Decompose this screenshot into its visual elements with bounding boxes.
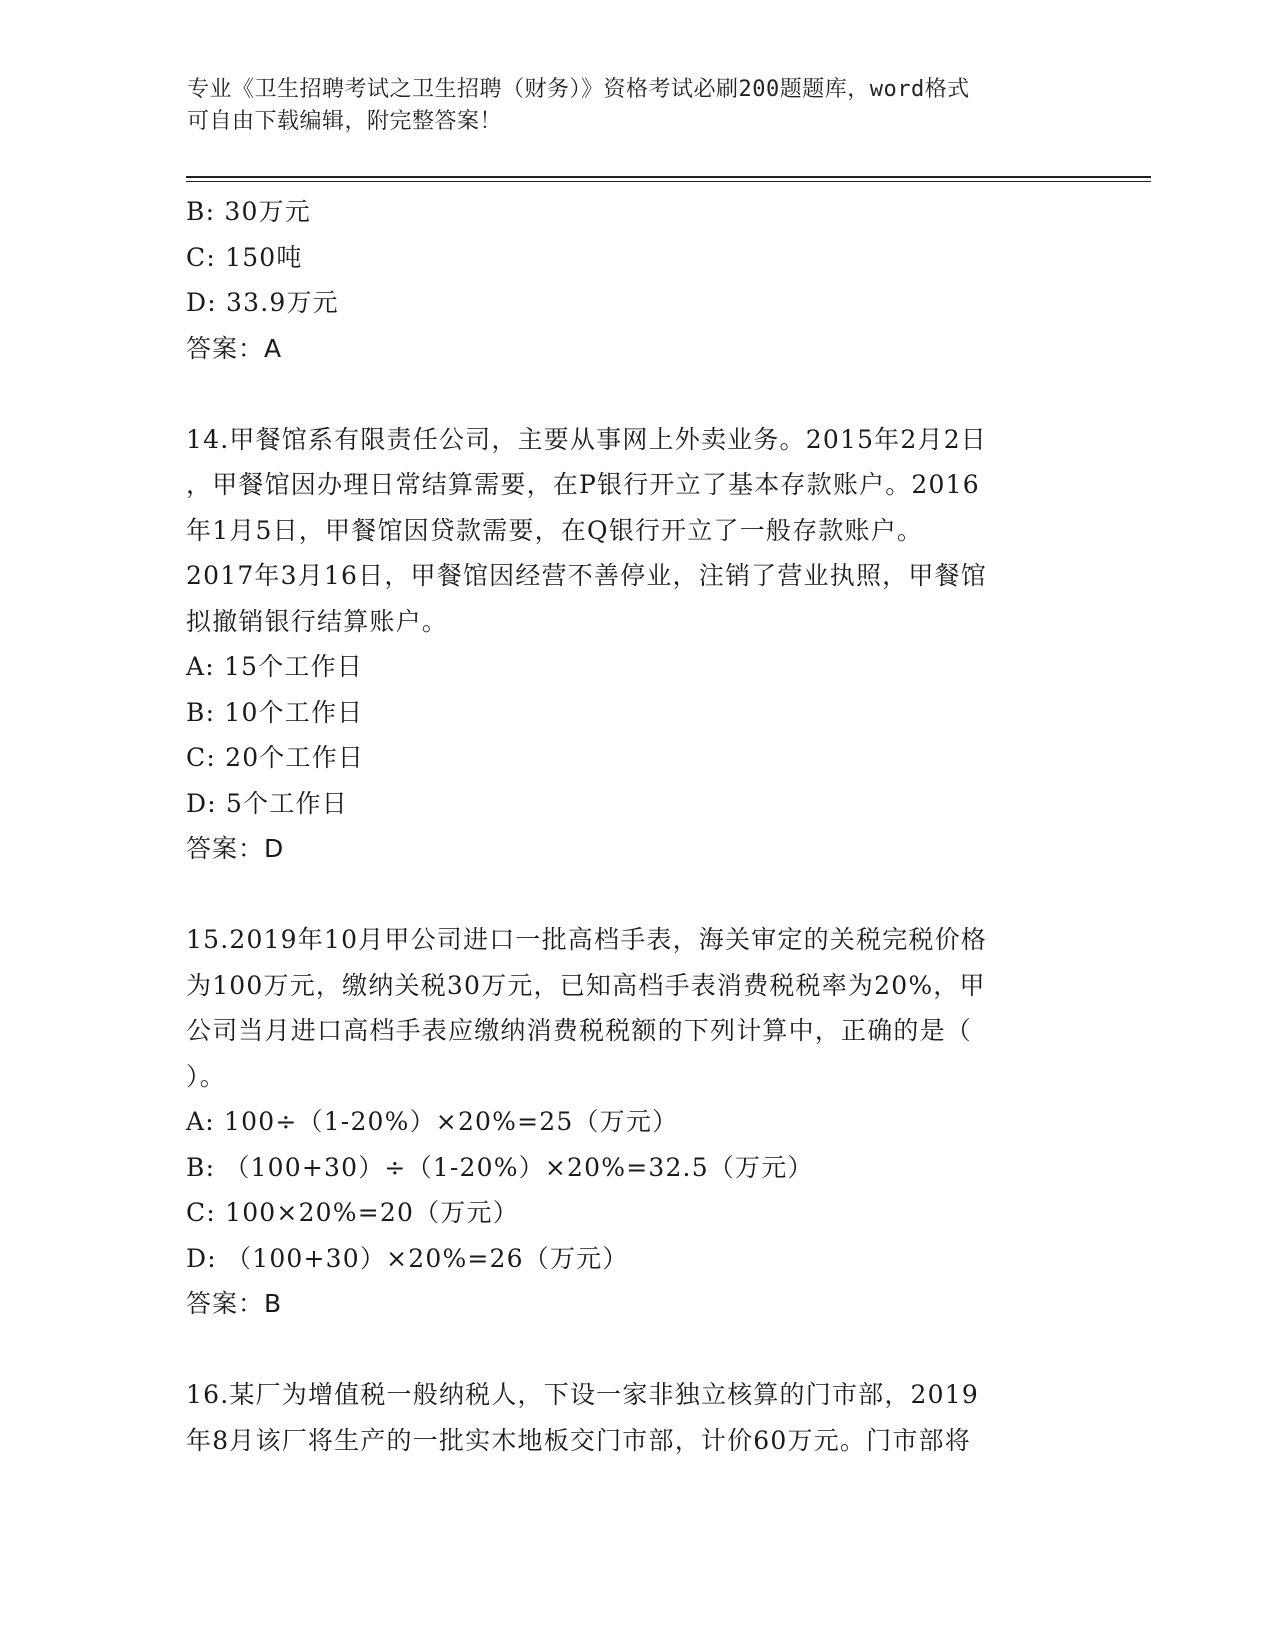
spacer [186, 371, 1086, 417]
question-15 [186, 917, 1086, 1327]
q14-option-b: B: 10个工作日 [186, 697, 364, 727]
header-divider-thick-line [186, 176, 1151, 178]
q15-option-b: B: （100+30）÷（1-20%）×20%=32.5（万元） [186, 1152, 814, 1182]
question-14 [186, 417, 1086, 872]
q15-stem-line: 15.2019年10月甲公司进口一批高档手表，海关审定的关税完税价格 [186, 925, 987, 954]
q13-option-c: C: 150吨 [186, 242, 303, 272]
q14-stem-line: 拟撤销银行结算账户。 [186, 606, 449, 636]
q14-stem-line: 2017年3月16日，甲餐馆因经营不善停业，注销了营业执照，甲餐馆 [186, 561, 987, 590]
q14-answer: 答案：D [186, 834, 285, 863]
spacer [186, 1327, 1086, 1373]
question-13 [186, 189, 1086, 371]
question-16 [186, 1372, 1086, 1463]
q15-option-d: D: （100+30）×20%=26（万元） [186, 1243, 629, 1273]
page-header [187, 74, 1087, 138]
header-divider [186, 176, 1151, 182]
q16-stem-line: 16.某厂为增值税一般纳税人，下设一家非独立核算的门市部，2019 [186, 1380, 979, 1409]
q16-stem-line: 年8月该厂将生产的一批实木地板交门市部，计价60万元。门市部将 [186, 1425, 971, 1455]
q13-option-b: B: 30万元 [186, 197, 311, 226]
q15-stem-line: ）。 [186, 1061, 226, 1091]
header-divider-thin-line [186, 181, 1151, 182]
q14-stem-line: 14.甲餐馆系有限责任公司，主要从事网上外卖业务。2015年2月2日 [186, 424, 987, 454]
q15-stem-line: 为100万元，缴纳关税30万元，已知高档手表消费税税率为20%，甲 [186, 970, 986, 1000]
header-title-line-1: 专业《卫生招聘考试之卫生招聘（财务）》资格考试必刷200题题库，word格式 [187, 77, 970, 102]
q14-option-d: D: 5个工作日 [186, 788, 348, 818]
header-title-line-2: 可自由下载编辑，附完整答案！ [187, 109, 503, 134]
q15-stem-line: 公司当月进口高档手表应缴纳消费税税额的下列计算中，正确的是（ [186, 1016, 973, 1045]
q15-option-c: C: 100×20%=20（万元） [186, 1198, 519, 1227]
q14-stem-line: 年1月5日，甲餐馆因贷款需要，在Q银行开立了一般存款账户。 [186, 515, 924, 545]
spacer [186, 872, 1086, 918]
q13-answer: 答案：A [186, 333, 283, 363]
q14-stem-line: ，甲餐馆因办理日常结算需要，在P银行开立了基本存款账户。2016 [186, 470, 980, 499]
q15-option-a: A: 100÷（1-20%）×20%=25（万元） [186, 1107, 679, 1136]
q14-option-c: C: 20个工作日 [186, 743, 365, 772]
q14-option-a: A: 15个工作日 [186, 652, 364, 681]
q13-option-d: D: 33.9万元 [186, 288, 339, 317]
document-body [186, 189, 1086, 1463]
q15-answer: 答案：B [186, 1289, 283, 1318]
